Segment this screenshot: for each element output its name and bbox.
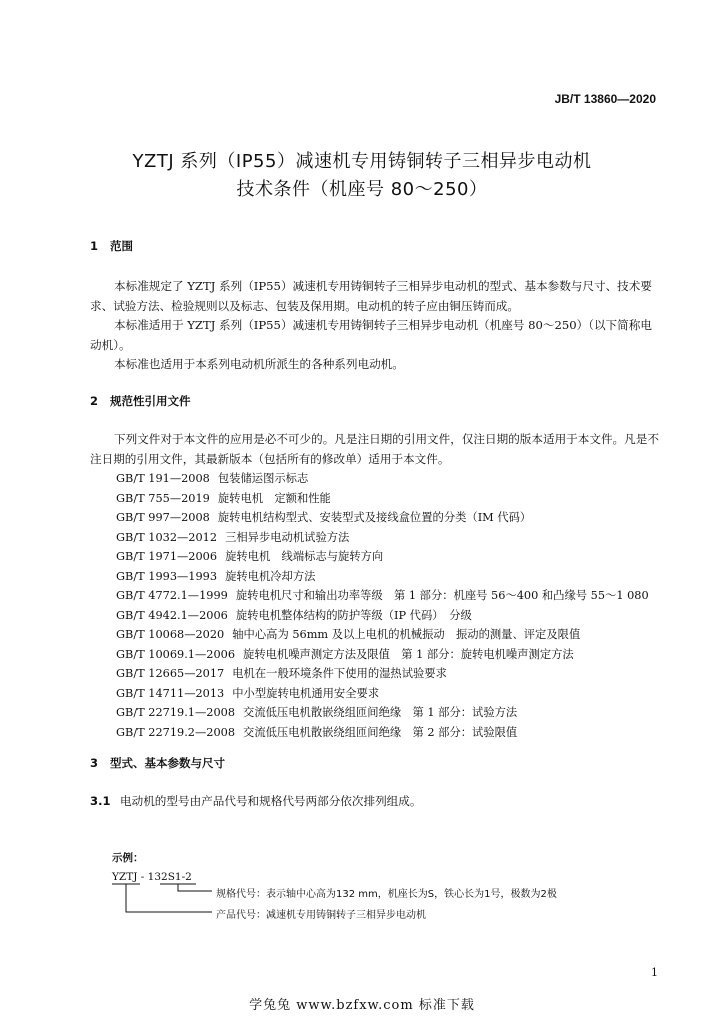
reference-title: 旋转电机整体结构的防护等级（IP 代码） 分级	[235, 608, 472, 622]
reference-title: 中小型旋转电机通用安全要求	[232, 686, 380, 700]
reference-code: GB/T 10068—2020	[116, 628, 225, 641]
title-line-1: YZTJ 系列（IP55）减速机专用铸铜转子三相异步电动机	[132, 151, 592, 172]
reference-title: 轴中心高为 56mm 及以上电机的机械振动 振动的测量、评定及限值	[232, 628, 581, 641]
example-label: 示例：	[112, 852, 144, 864]
section-number: 1	[90, 239, 99, 253]
reference-code: GB/T 12665—2017	[116, 667, 225, 680]
standard-number: JB/T 13860—2020	[554, 92, 656, 106]
section-number: 3	[90, 756, 99, 770]
reference-title: 旋转电机冷却方法	[225, 569, 316, 583]
reference-code: GB/T 4772.1—1999	[116, 589, 228, 602]
reference-code: GB/T 10069.1—2006	[116, 647, 236, 661]
reference-code: GB/T 1032—2012	[116, 530, 218, 544]
footer-watermark: 学兔兔 www.bzfxw.com 标准下载	[249, 998, 475, 1013]
section-title: 型式、基本参数与尺寸	[110, 756, 225, 770]
reference-title: 包装储运图示标志	[217, 472, 309, 485]
section-number: 2	[90, 394, 99, 408]
reference-title: 交流低压电机散嵌绕组匝间绝缘 第 1 部分：试验方法	[243, 706, 518, 719]
reference-code: GB/T 22719.2—2008	[116, 725, 236, 739]
section-title: 规范性引用文件	[110, 394, 191, 408]
product-code-leader	[126, 884, 212, 912]
reference-code: GB/T 1993—1993	[116, 569, 218, 583]
reference-code: GB/T 4942.1—2006	[116, 608, 228, 622]
section-1-paragraph-2: 本标准适用于 YZTJ 系列（IP55）减速机专用铸铜转子三相异步电动机（机座号 80～250）（以下简称电动机）。	[90, 318, 652, 352]
reference-code: GB/T 22719.1—2008	[116, 706, 236, 719]
example-model-code: YZTJ - 132S1-2	[112, 871, 192, 883]
reference-code: GB/T 191—2008	[116, 472, 210, 485]
section-title: 范围	[110, 239, 133, 253]
product-code-note: 产品代号：减速机专用铸铜转子三相异步电动机	[216, 910, 426, 921]
reference-title: 旋转电机 定额和性能	[217, 491, 331, 505]
clause-text: 电动机的型号由产品代号和规格代号两部分依次排列组成。	[120, 794, 422, 808]
section-1-paragraph-1: 本标准规定了 YZTJ 系列（IP55）减速机专用铸铜转子三相异步电动机的型式、基本参数与尺寸、技术要求、试验方法、检验规则以及标志、包装及保用期。电动机的转子应由铜压铸而成。	[90, 279, 652, 313]
reference-title: 旋转电机尺寸和输出功率等级 第 1 部分：机座号 56～400 和凸缘号 55～1 080	[235, 589, 649, 602]
reference-code: GB/T 997—2008	[116, 511, 210, 524]
reference-title: 交流低压电机散嵌绕组匝间绝缘 第 2 部分：试验限值	[243, 725, 518, 739]
reference-code: GB/T 1971—2006	[116, 550, 218, 563]
clause-number: 3.1	[90, 794, 111, 808]
reference-title: 旋转电机噪声测定方法及限值 第 1 部分：旋转电机噪声测定方法	[243, 647, 574, 661]
section-2-paragraph-1: 下列文件对于本文件的应用是必不可少的。凡是注日期的引用文件，仅注日期的版本适用于本文件。凡是不注日期的引用文件，其最新版本（包括所有的修改单）适用于本文件。	[90, 432, 659, 466]
reference-code: GB/T 755—2019	[116, 491, 210, 505]
reference-title: 旋转电机 线端标志与旋转方向	[225, 550, 384, 563]
reference-title: 旋转电机结构型式、安装型式及接线盒位置的分类（IM 代码）	[217, 511, 532, 524]
title-line-2: 技术条件（机座号 80～250）	[236, 179, 488, 200]
page-number: 1	[651, 966, 658, 979]
spec-code-note: 规格代号：表示轴中心高为132 mm，机座长为S，铁心长为1号，极数为2极	[216, 889, 557, 900]
section-1-paragraph-3: 本标准也适用于本系列电动机所派生的各种系列电动机。	[114, 357, 404, 371]
reference-title: 电机在一般环境条件下使用的湿热试验要求	[232, 667, 447, 680]
reference-title: 三相异步电动机试验方法	[225, 530, 350, 544]
reference-code: GB/T 14711—2013	[116, 686, 225, 700]
spec-code-leader	[178, 884, 212, 891]
